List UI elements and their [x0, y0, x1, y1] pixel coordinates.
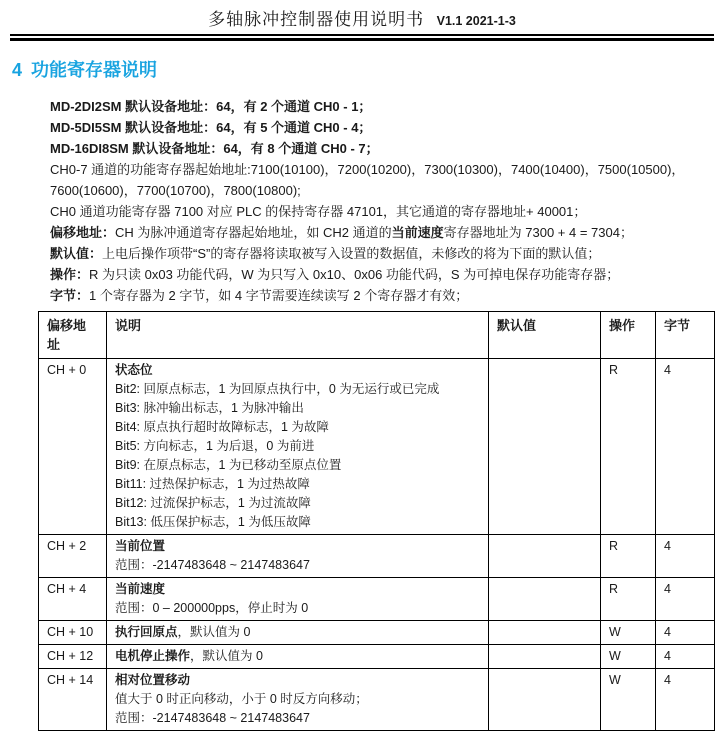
description-cell [107, 645, 489, 669]
operation-cell: R [601, 535, 656, 578]
description-line [115, 709, 480, 728]
document-header [0, 0, 724, 30]
bytes-cell: 4 [656, 669, 715, 731]
default-cell [489, 669, 601, 731]
bold-text: 当前速度 [115, 582, 166, 596]
text: CH0 通道功能寄存器 7100 对应 PLC 的保持寄存器 47101，其它通道的寄存器地址+ 40001； [50, 204, 587, 219]
section-number: 4 [12, 60, 23, 80]
description-line [115, 380, 480, 399]
bytes-cell: 4 [656, 621, 715, 645]
table-body [39, 359, 715, 731]
paragraph [50, 159, 718, 201]
description-line [115, 623, 480, 642]
text: CH 为脉冲通道寄存器起始地址，如 CH2 通道的 [115, 225, 392, 240]
text: 寄存器地址为 7300 + 4 = 7304； [443, 225, 633, 240]
text: 上电后操作项带“S”的寄存器将读取被写入设置的数据值，未修改的将为下面的默认值； [102, 246, 601, 261]
description-cell [107, 359, 489, 535]
description-line [115, 475, 480, 494]
offset-cell: CH + 12 [39, 645, 107, 669]
description-line [115, 494, 480, 513]
offset-cell: CH + 0 [39, 359, 107, 535]
description-cell [107, 621, 489, 645]
text: Bit9: 在原点标志，1 为已移动至原点位置 [115, 458, 342, 472]
description-cell [107, 535, 489, 578]
description-cell [107, 669, 489, 731]
bold-text: 当前速度 [391, 225, 444, 240]
text: 范围：-2147483648 ~ 2147483647 [115, 711, 310, 725]
operation-cell: R [601, 359, 656, 535]
description-line [115, 671, 480, 690]
description-line [115, 456, 480, 475]
default-cell [489, 621, 601, 645]
bold-text: MD-5DI5SM 默认设备地址：64，有 5 个通道 CH0 - 4； [50, 120, 372, 135]
default-cell [489, 359, 601, 535]
bold-text: 状态位 [115, 363, 153, 377]
offset-cell: CH + 14 [39, 669, 107, 731]
description-line [115, 599, 480, 618]
text: Bit2: 回原点标志，1 为回原点执行中，0 为无运行或已完成 [115, 382, 440, 396]
paragraph [50, 264, 718, 285]
bytes-cell: 4 [656, 578, 715, 621]
bytes-cell: 4 [656, 535, 715, 578]
default-cell [489, 645, 601, 669]
description-cell [107, 578, 489, 621]
description-line [115, 399, 480, 418]
description-line [115, 513, 480, 532]
description-line [115, 361, 480, 380]
bytes-cell: 4 [656, 359, 715, 535]
paragraph [50, 222, 718, 243]
description-line [115, 418, 480, 437]
operation-cell: W [601, 621, 656, 645]
offset-cell: CH + 10 [39, 621, 107, 645]
offset-cell: CH + 4 [39, 578, 107, 621]
header-divider [10, 34, 714, 41]
operation-cell: R [601, 578, 656, 621]
bold-text: MD-2DI2SM 默认设备地址：64，有 2 个通道 CH0 - 1； [50, 99, 372, 114]
paragraph [50, 117, 718, 138]
table-row [39, 669, 715, 731]
col-header-bytes: 字节 [656, 312, 715, 359]
table-header-row [39, 312, 715, 359]
text: Bit4: 原点执行超时故障标志，1 为故障 [115, 420, 329, 434]
bold-text: 电机停止操作 [115, 649, 191, 663]
operation-cell: W [601, 645, 656, 669]
offset-cell: CH + 2 [39, 535, 107, 578]
section-title: 功能寄存器说明 [31, 60, 158, 80]
text: 范围：0 – 200000pps，停止时为 0 [115, 601, 309, 615]
text: Bit12: 过流保护标志，1 为过流故障 [115, 496, 311, 510]
paragraph [50, 285, 718, 306]
description-line [115, 580, 480, 599]
paragraph [50, 243, 718, 264]
section-heading [12, 56, 724, 82]
register-table [38, 311, 715, 731]
bold-text: 字节： [50, 288, 90, 303]
table-row [39, 645, 715, 669]
document-version: V1.1 2021-1-3 [436, 14, 516, 28]
description-line [115, 647, 480, 666]
text: CH0-7 通道的功能寄存器起始地址:7100(10100)，7200(10200)，7300(10300)，7400(10400)，7500(10500)，7600(10600)，7700(10700)，7800(10800); [50, 162, 685, 198]
bold-text: 当前位置 [115, 539, 166, 553]
description-line [115, 690, 480, 709]
bold-text: MD-16DI8SM 默认设备地址：64，有 8 个通道 CH0 - 7； [50, 141, 379, 156]
text: R 为只读 0x03 功能代码，W 为只写入 0x10、0x06 功能代码，S 为可掉电保存功能寄存器； [89, 267, 620, 282]
default-cell [489, 578, 601, 621]
bytes-cell: 4 [656, 645, 715, 669]
table-row [39, 535, 715, 578]
text: Bit11: 过热保护标志，1 为过热故障 [115, 477, 310, 491]
table-row [39, 578, 715, 621]
bold-text: 偏移地址： [50, 225, 116, 240]
text: ，默认值为 0 [177, 625, 251, 639]
bold-text: 默认值： [50, 246, 103, 261]
text: 范围：-2147483648 ~ 2147483647 [115, 558, 310, 572]
table-row [39, 621, 715, 645]
paragraphs [50, 96, 718, 306]
text: ，默认值为 0 [190, 649, 263, 663]
paragraph [50, 96, 718, 117]
description-line [115, 537, 480, 556]
text: 值大于 0 时正向移动，小于 0 时反方向移动； [115, 692, 368, 706]
description-line [115, 556, 480, 575]
text: Bit13: 低压保护标志，1 为低压故障 [115, 515, 311, 529]
bold-text: 相对位置移动 [115, 673, 191, 687]
bold-text: 执行回原点 [115, 625, 178, 639]
col-header-offset: 偏移地址 [39, 312, 107, 359]
table-row [39, 359, 715, 535]
document-title: 多轴脉冲控制器使用说明书 [208, 10, 425, 29]
paragraph [50, 201, 718, 222]
text: Bit3: 脉冲输出标志，1 为脉冲输出 [115, 401, 304, 415]
paragraph [50, 138, 718, 159]
text: Bit5: 方向标志，1 为后退，0 为前进 [115, 439, 315, 453]
col-header-operation: 操作 [601, 312, 656, 359]
text: 1 个寄存器为 2 字节，如 4 字节需要连续读写 2 个寄存器才有效； [89, 288, 469, 303]
bold-text: 操作： [50, 267, 90, 282]
col-header-description: 说明 [107, 312, 489, 359]
description-line [115, 437, 480, 456]
col-header-default: 默认值 [489, 312, 601, 359]
operation-cell: W [601, 669, 656, 731]
default-cell [489, 535, 601, 578]
